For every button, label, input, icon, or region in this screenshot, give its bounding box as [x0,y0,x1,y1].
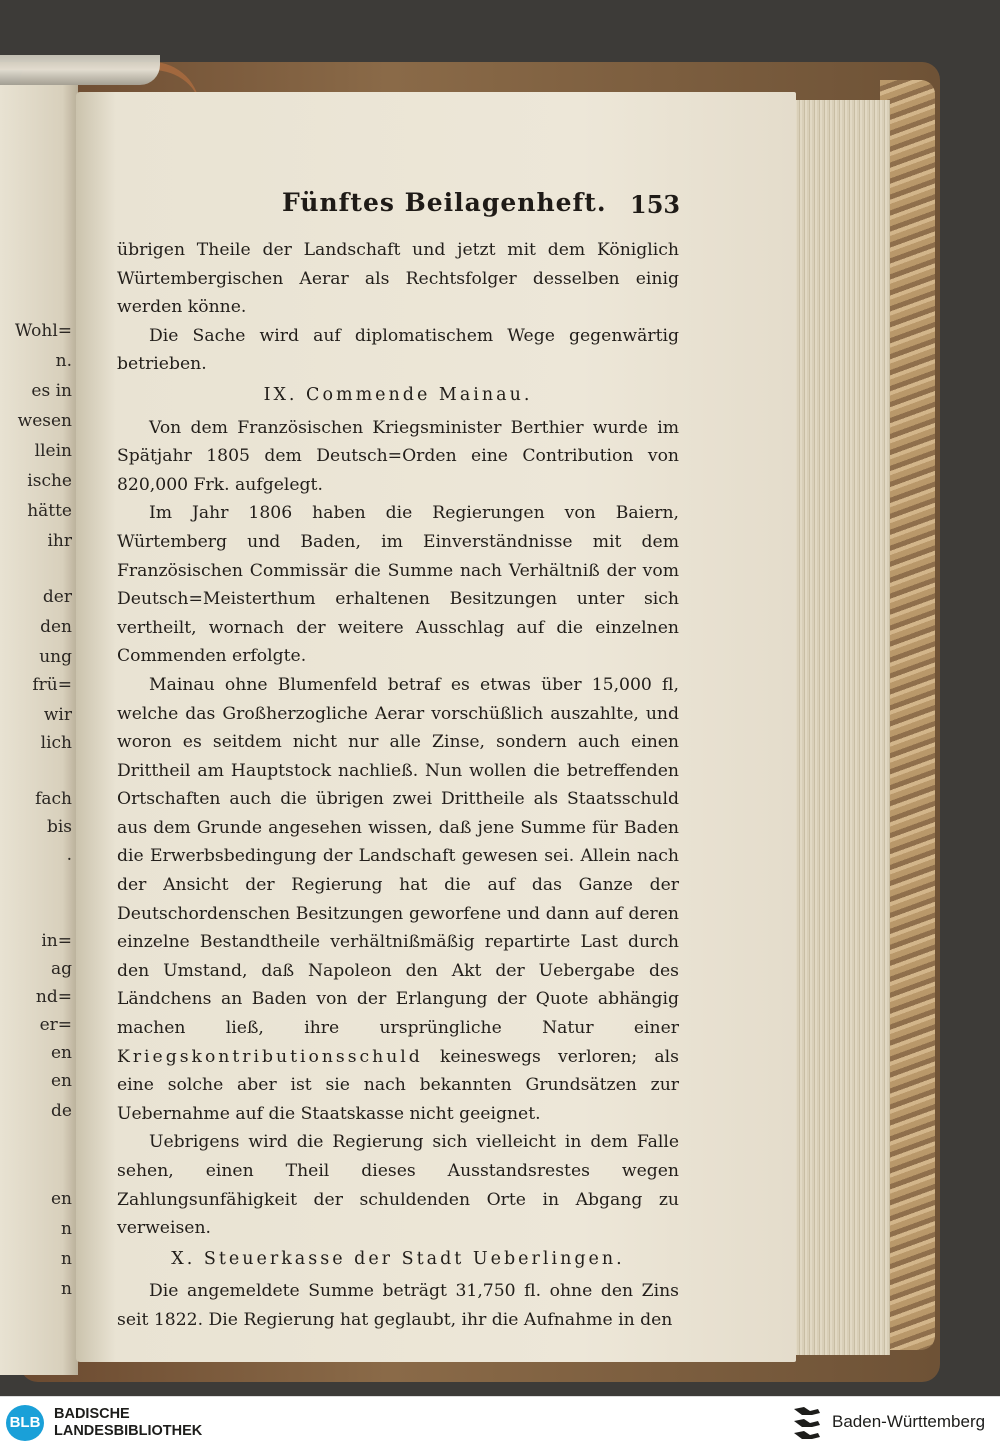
section-heading: X. Steuerkasse der Stadt Ueberlingen. [171,1248,625,1269]
section-heading: IX. Commende Mainau. [263,384,533,405]
page-edges [790,100,890,1355]
left-page-fragment: fach [35,789,72,809]
page-number: 153 [630,190,681,219]
library-name-line: BADISCHE [54,1406,130,1422]
left-page-fragment: hätte [27,501,72,521]
paragraph: Uebrigens wird die Regierung sich vielleicht in dem Falle sehen, einen Theil dieses Ausstandsrestes wegen Zahlungsunfähigkeit der schuldenden Orte in Abgang zu verweisen. [117,1132,679,1239]
paragraph: übrigen Theile der Landschaft und jetzt mit dem Königlich Würtembergischen Aerar als Rechtsfolger desselben einig werden könne. [117,240,679,318]
left-page-fragment: den [40,617,72,637]
left-page-fragment: frü= [32,675,72,695]
emphasized-term: Kriegskontributionsschuld [117,1046,423,1067]
left-page-fragment: lich [40,733,72,753]
paragraph: Im Jahr 1806 haben die Regierungen von Baiern, Würtemberg und Baden, im Einverständnisse mit dem Französischen Commissär die Summe nach Verhältniß der vom Deutsch=Meisterthum erhaltenen Besitzungen unter sich vertheilt, wornach der weitere Ausschlag auf die einzelnen Commenden erfolgte. [117,503,679,667]
bookmark-ribbon [0,55,160,85]
left-page-fragment: llein [34,441,72,461]
left-page-fragment: wir [43,705,72,725]
paragraph: Von dem Französischen Kriegsminister Berthier wurde im Spätjahr 1805 dem Deutsch=Orden eine Contribution von 820,000 Frk. aufgelegt. [117,417,679,495]
left-page-fragment: n. [55,351,72,371]
left-page [0,85,78,1375]
paragraph-text: keineswegs verloren; als eine solche aber ist sie nach bekannten Grundsätzen zur Uebernahme auf die Staatskasse nicht geeignet. [117,1046,679,1124]
running-header-title: Fünftes Beilagenheft. [282,188,607,217]
left-page-fragment: . [66,845,72,865]
left-page-fragment: er= [39,1015,72,1035]
left-page-fragment: n [61,1249,72,1269]
left-page-fragment: ag [50,959,72,979]
left-page-fragment: ung [39,647,72,667]
library-name [54,1406,202,1440]
left-page-fragment: en [50,1043,72,1063]
page-body [117,236,679,1335]
left-page-fragment: wesen [17,411,72,431]
left-page-fragment: Wohl= [14,321,72,341]
library-name-line: LANDESBIBLIOTHEK [54,1423,203,1439]
left-page-fragment: n [61,1219,72,1239]
left-page-fragment: de [51,1101,72,1121]
lions-emblem-icon [790,1403,824,1443]
paragraph-text: Mainau ohne Blumenfeld betraf es etwas über 15,000 fl, welche das Großherzogliche Aerar vorschüßlich auszahlte, und woron es seitdem nicht nur alle Zinse, sondern auch einen Drittheil am Hauptstock nachließ. Nun wollen die betreffenden Ortschaften auch die übrigen zwei Drittheile als Staatsschuld aus dem Grunde angesehen wissen, daß jene Summe für Baden die Erwerbsbedingung der Landschaft gewesen sei. Allein nach der Ansicht der Regierung hat die auf das Ganze der Deutschordenschen Besitzungen geworfene und dann auf deren einzelne Bestandtheile verhältnißmäßig repartirte Last durch den Umstand, daß Napoleon den Akt der Uebergabe des Ländchens an Baden von der Erlangung der Quote abhängig machen ließ, ihre ursprüngliche Natur einer [117,674,679,1039]
footer-bar [0,1396,1000,1449]
left-page-fragment: in= [41,931,72,951]
left-page-fragment: n [61,1279,72,1299]
left-page-fragment: es in [31,381,72,401]
left-page-fragment: en [50,1071,72,1091]
left-page-fragment: der [42,587,72,607]
paragraph [117,671,679,1129]
left-page-fragment: nd= [35,987,72,1007]
blb-logo[interactable]: BLB [6,1405,44,1441]
left-page-fragment: ihr [47,531,72,551]
left-page-fragment: ische [27,471,72,491]
paragraph: Die Sache wird auf diplomatischem Wege gegenwärtig betrieben. [117,325,679,375]
left-page-fragment: en [50,1189,72,1209]
paragraph: Die angemeldete Summe beträgt 31,750 fl. ohne den Zins seit 1822. Die Regierung hat geglaubt, ihr die Aufnahme in den [117,1281,679,1330]
state-name: Baden-Württemberg [832,1412,986,1431]
left-page-fragment: bis [46,817,72,837]
